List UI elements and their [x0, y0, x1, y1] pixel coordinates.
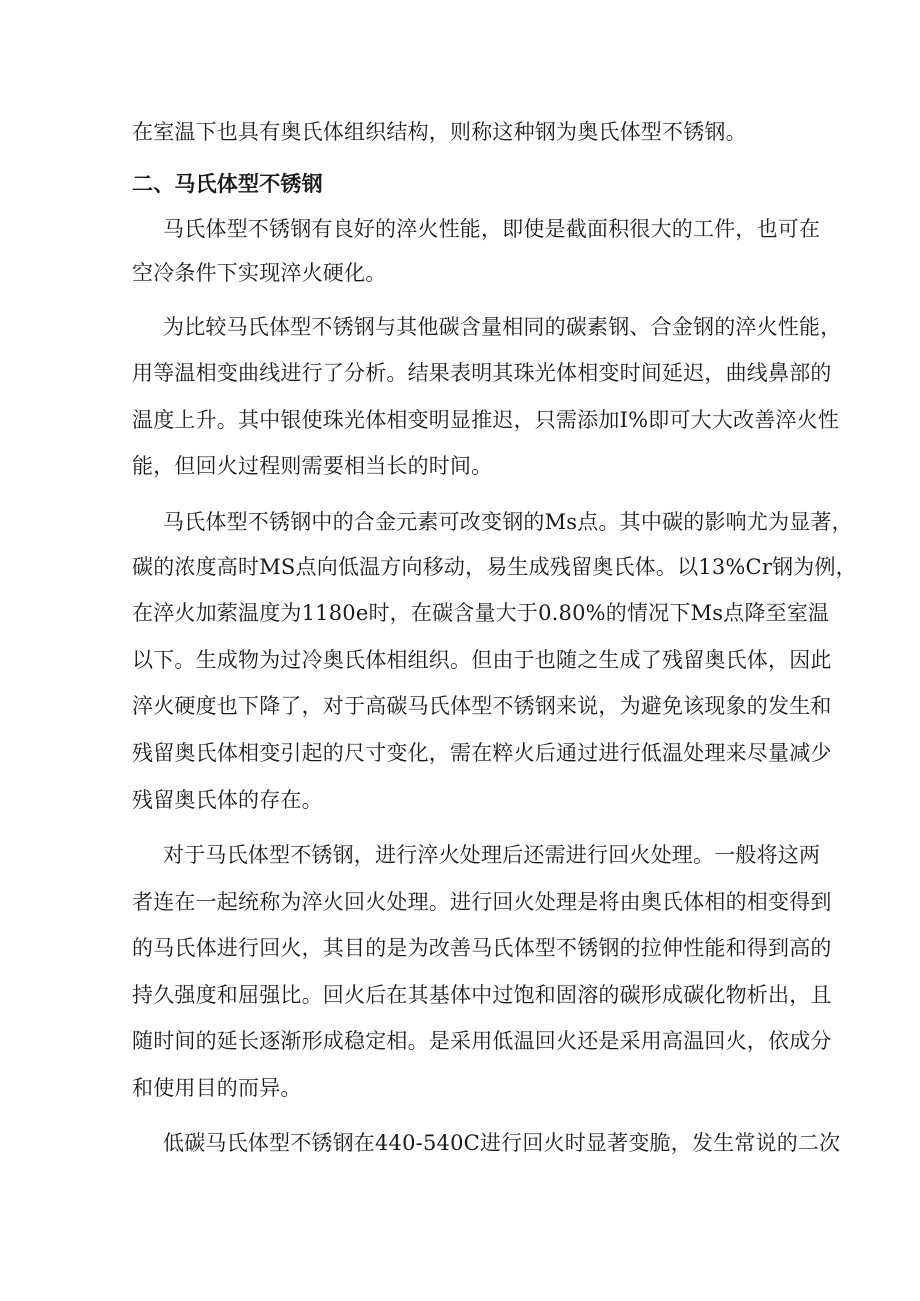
paragraph-3-line-2: 碳的浓度高时MS点向低温方向移动，易生成残留奥氏体。以13%Cr钢为例， — [132, 555, 857, 579]
paragraph-1-line-2: 空冷条件下实现淬火硬化。 — [132, 261, 387, 285]
paragraph-5-line-1: 低碳马氏体型不锈钢在440-540C进行回火时显著变脆，发生常说的二次 — [163, 1131, 841, 1155]
paragraph-4-line-4: 持久强度和屈强比。回火后在其基体中过饱和固溶的碳形成碳化物析出，且 — [132, 983, 832, 1007]
paragraph-4-line-3: 的马氏体进行回火，其目的是为改善马氏体型不锈钢的拉伸性能和得到高的 — [132, 936, 832, 960]
paragraph-2-line-4: 能，但回火过程则需要相当长的时间。 — [132, 454, 493, 478]
paragraph-1-line-1: 马氏体型不锈钢有良好的淬火性能，即使是截面积很大的工件，也可在 — [163, 217, 821, 241]
paragraph-4-line-5: 随时间的延长逐渐形成稳定相。是采用低温回火还是采用高温回火，依成分 — [132, 1029, 832, 1053]
paragraph-3-line-6: 残留奥氏体相变引起的尺寸变化，需在粹火后通过进行低温处理来尽量减少 — [132, 741, 832, 765]
paragraph-3-line-4: 以下。生成物为过冷奥氏体相组织。但由于也随之生成了残留奥氏体，因此 — [132, 648, 832, 672]
body-text-line: 在室温下也具有奥氏体组织结构，则称这种钢为奥氏体型不锈钢。 — [132, 120, 747, 144]
paragraph-2-line-1: 为比较马氏体型不锈钢与其他碳含量相同的碳素钢、合金钢的淬火性能， — [163, 315, 842, 339]
paragraph-3-line-3: 在淬火加萦温度为1180e时，在碳含量大于0.80%的情况下Ms点降至室温 — [132, 601, 830, 625]
paragraph-2-line-3: 温度上升。其中银使珠光体相变明显推迟，只需添加I%即可大大改善淬火性 — [132, 408, 840, 432]
paragraph-4-line-6: 和使用目的而异。 — [132, 1076, 302, 1100]
paragraph-4-line-2: 者连在一起统称为淬火回火处理。进行回火处理是将由奥氏体相的相变得到 — [132, 890, 832, 914]
paragraph-3-line-7: 残留奥氏体的存在。 — [132, 788, 323, 812]
paragraph-2-line-2: 用等温相变曲线进行了分析。结果表明其珠光体相变时间延迟，曲线鼻部的 — [132, 361, 832, 385]
paragraph-3-line-5: 淬火硬度也下降了，对于高碳马氏体型不锈钢来说，为避免该现象的发生和 — [132, 694, 832, 718]
paragraph-3-line-1: 马氏体型不锈钢中的合金元素可改变钢的Ms点。其中碳的影响尤为显著， — [163, 510, 853, 534]
section-heading: 二、马氏体型不锈钢 — [132, 172, 323, 196]
paragraph-4-line-1: 对于马氏体型不锈钢，进行淬火处理后还需进行回火处理。一般将这两 — [163, 843, 821, 867]
